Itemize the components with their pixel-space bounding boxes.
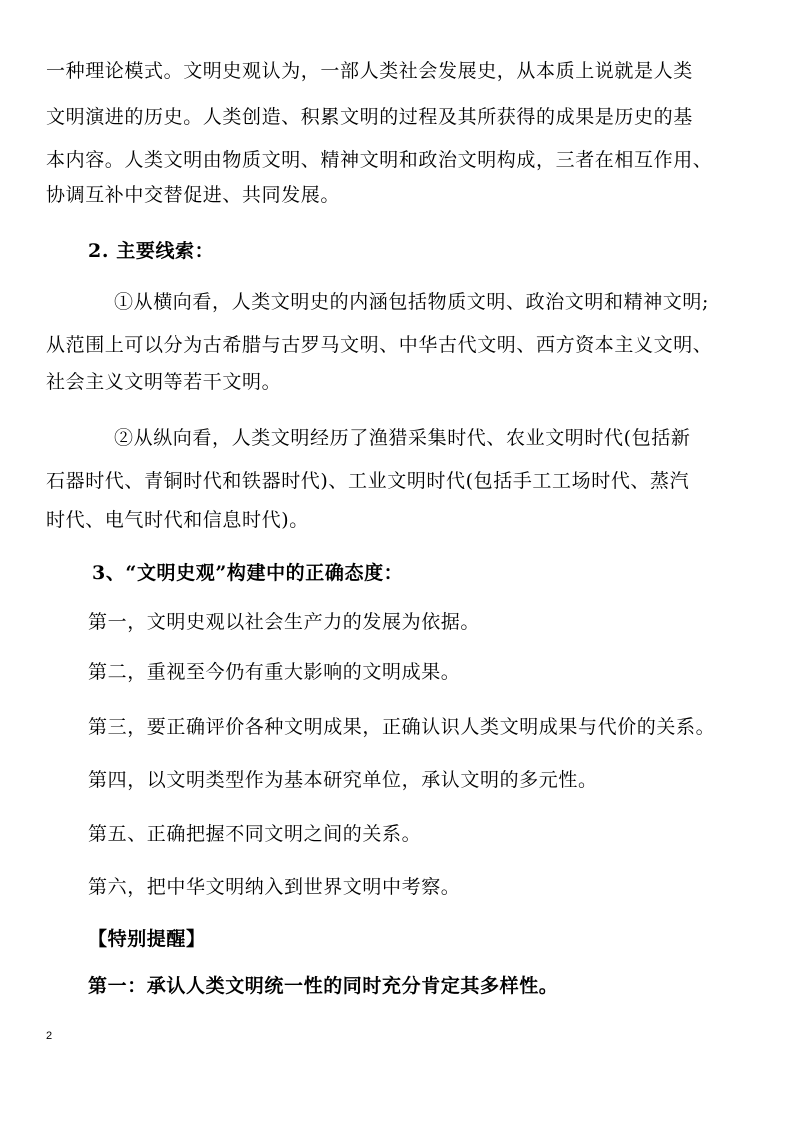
page-number: 2 — [46, 1030, 53, 1042]
attitude-point-5: 第五、正确把握不同文明之间的关系。 — [88, 823, 422, 845]
section-2-item-2-line-3: 时代、电气时代和信息时代)。 — [46, 509, 309, 531]
section-3-heading: 3、“文明史观”构建中的正确态度： — [92, 562, 404, 584]
section-2-heading: 2. 主要线索： — [88, 240, 215, 262]
section-2-item-2-line-2: 石器时代、青铜时代和铁器时代)、工业文明时代(包括手工工场时代、蒸汽 — [46, 470, 690, 492]
attitude-point-1: 第一，文明史观以社会生产力的发展为依据。 — [88, 611, 481, 633]
intro-line-1: 一种理论模式。文明史观认为，一部人类社会发展史，从本质上说就是人类 — [46, 60, 693, 82]
reminder-first-point — [88, 974, 754, 998]
reminder-first-point-text: 第一：承认人类文明统一性的同时充分肯定其多样性。 — [88, 975, 559, 997]
intro-line-2: 文明演进的历史。人类创造、积累文明的过程及其所获得的成果是历史的基 — [46, 106, 693, 128]
special-reminder-heading: 【特别提醒】 — [88, 928, 206, 950]
section-2-item-2-line-1: ②从纵向看，人类文明经历了渔猎采集时代、农业文明时代(包括新 — [114, 427, 691, 449]
attitude-point-6: 第六，把中华文明纳入到世界文明中考察。 — [88, 876, 461, 898]
intro-line-4: 协调互补中交替促进、共同发展。 — [46, 184, 341, 206]
section-2-item-1-line-3: 社会主义文明等若干文明。 — [46, 371, 282, 393]
attitude-point-2: 第二，重视至今仍有重大影响的文明成果。 — [88, 661, 461, 683]
section-2-item-1-line-2: 从范围上可以分为古希腊与古罗马文明、中华古代文明、西方资本主义文明、 — [46, 334, 713, 356]
section-2-item-1-line-1: ①从横向看，人类文明史的内涵包括物质文明、政治文明和精神文明; — [114, 291, 710, 313]
intro-line-3: 本内容。人类文明由物质文明、精神文明和政治文明构成，三者在相互作用、 — [46, 149, 713, 171]
attitude-point-3: 第三，要正确评价各种文明成果，正确认识人类文明成果与代价的关系。 — [88, 716, 716, 738]
attitude-point-4: 第四，以文明类型作为基本研究单位，承认文明的多元性。 — [88, 769, 598, 791]
